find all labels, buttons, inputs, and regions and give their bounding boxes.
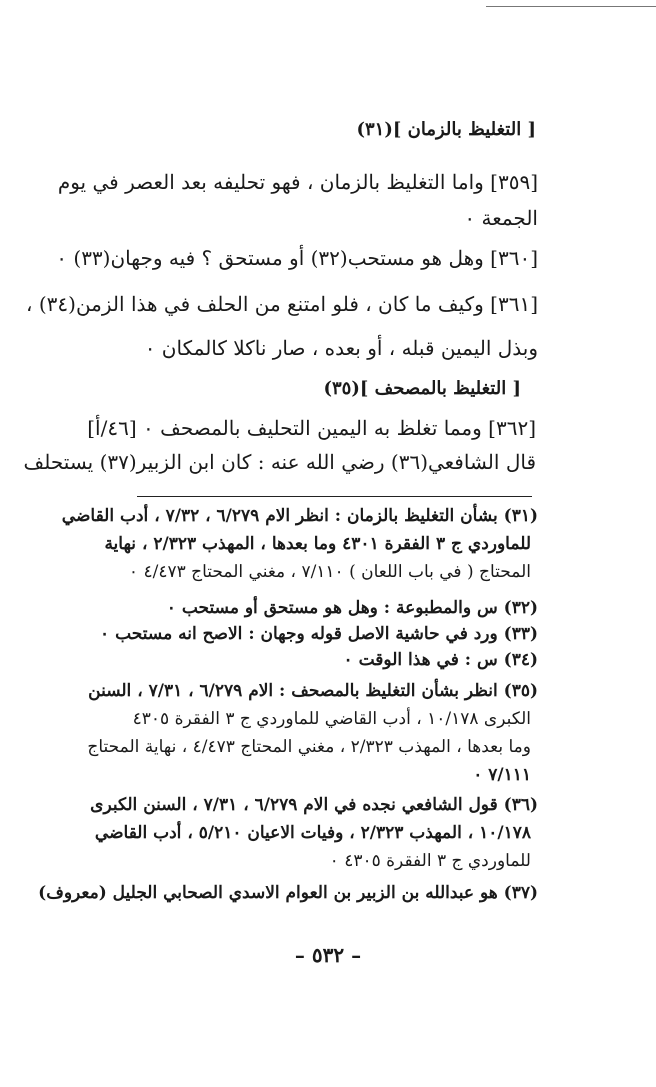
footnote-35-line2: الكبرى ١٠/١٧٨ ، أدب القاضي للماوردي ج ٣ الفقرة ٤٣٠٥	[132, 709, 531, 729]
heading-mushaf: [ التغليظ بالمصحف ](٣٥)	[323, 378, 521, 399]
page-number: – ٥٣٢ –	[294, 943, 362, 967]
footnote-36-line1: (٣٦) قول الشافعي نجده في الام ٦/٢٧٩ ، ٧/٣١ ، السنن الكبرى	[90, 795, 538, 815]
footnote-36-line3: للماوردي ج ٣ الفقرة ٤٣٠٥ ٠	[329, 851, 531, 871]
heading-time: [ التغليظ بالزمان ](٣١)	[356, 119, 536, 140]
footnote-32: (٣٢) س والمطبوعة : وهل هو مستحق أو مستحب ٠	[166, 598, 538, 618]
paragraph-361-line1: [٣٦١] وكيف ما كان ، فلو امتنع من الحلف في هذا الزمن(٣٤) ،	[26, 292, 538, 316]
paragraph-361-line2: وبذل اليمين قبله ، أو بعده ، صار ناكلا كالمكان ٠	[144, 336, 538, 360]
footnote-35-line4: ٧/١١١ ٠	[473, 765, 531, 785]
footnote-36-line2: ١٠/١٧٨ ، المهذب ٢/٣٢٣ ، وفيات الاعيان ٥/٢١٠ ، أدب القاضي	[94, 823, 531, 843]
footnote-35-line3: وما بعدها ، المهذب ٢/٣٢٣ ، مغني المحتاج ٤/٤٧٣ ، نهاية المحتاج	[87, 737, 531, 757]
paragraph-359-line2: الجمعة ٠	[464, 206, 538, 230]
footnote-31-line2: للماوردي ج ٣ الفقرة ٤٣٠١ وما بعدها ، المهذب ٢/٣٢٣ ، نهاية	[104, 534, 531, 554]
footnote-33: (٣٣) ورد في حاشية الاصل قوله وجهان : الاصح انه مستحب ٠	[100, 624, 538, 644]
footnote-34: (٣٤) س : في هذا الوقت ٠	[343, 650, 538, 670]
footnote-divider	[137, 496, 532, 497]
footnote-37: (٣٧) هو عبدالله بن الزبير بن العوام الاسدي الصحابي الجليل (معروف)	[38, 883, 538, 903]
paragraph-359-line1: [٣٥٩] واما التغليظ بالزمان ، فهو تحليفه بعد العصر في يوم	[57, 170, 538, 194]
paragraph-shafii: قال الشافعي(٣٦) رضي الله عنه : كان ابن الزبير(٣٧) يستحلف	[23, 450, 536, 474]
paragraph-362: [٣٦٢] ومما تغلظ به اليمين التحليف بالمصحف ٠ [٤٦/أ]	[87, 416, 536, 440]
footnote-35-line1: (٣٥) انظر بشأن التغليظ بالمصحف : الام ٦/٢٧٩ ، ٧/٣١ ، السنن	[88, 681, 538, 701]
paragraph-360: [٣٦٠] وهل هو مستحب(٣٢) أو مستحق ؟ فيه وجهان(٣٣) ٠	[56, 246, 538, 270]
footnote-31-line1: (٣١) بشأن التغليظ بالزمان : انظر الام ٦/٢٧٩ ، ٧/٣٢ ، أدب القاضي	[61, 506, 538, 526]
footnote-31-line3: المحتاج ( في باب اللعان ) ٧/١١٠ ، مغني المحتاج ٤/٤٧٣ ٠	[128, 562, 531, 582]
